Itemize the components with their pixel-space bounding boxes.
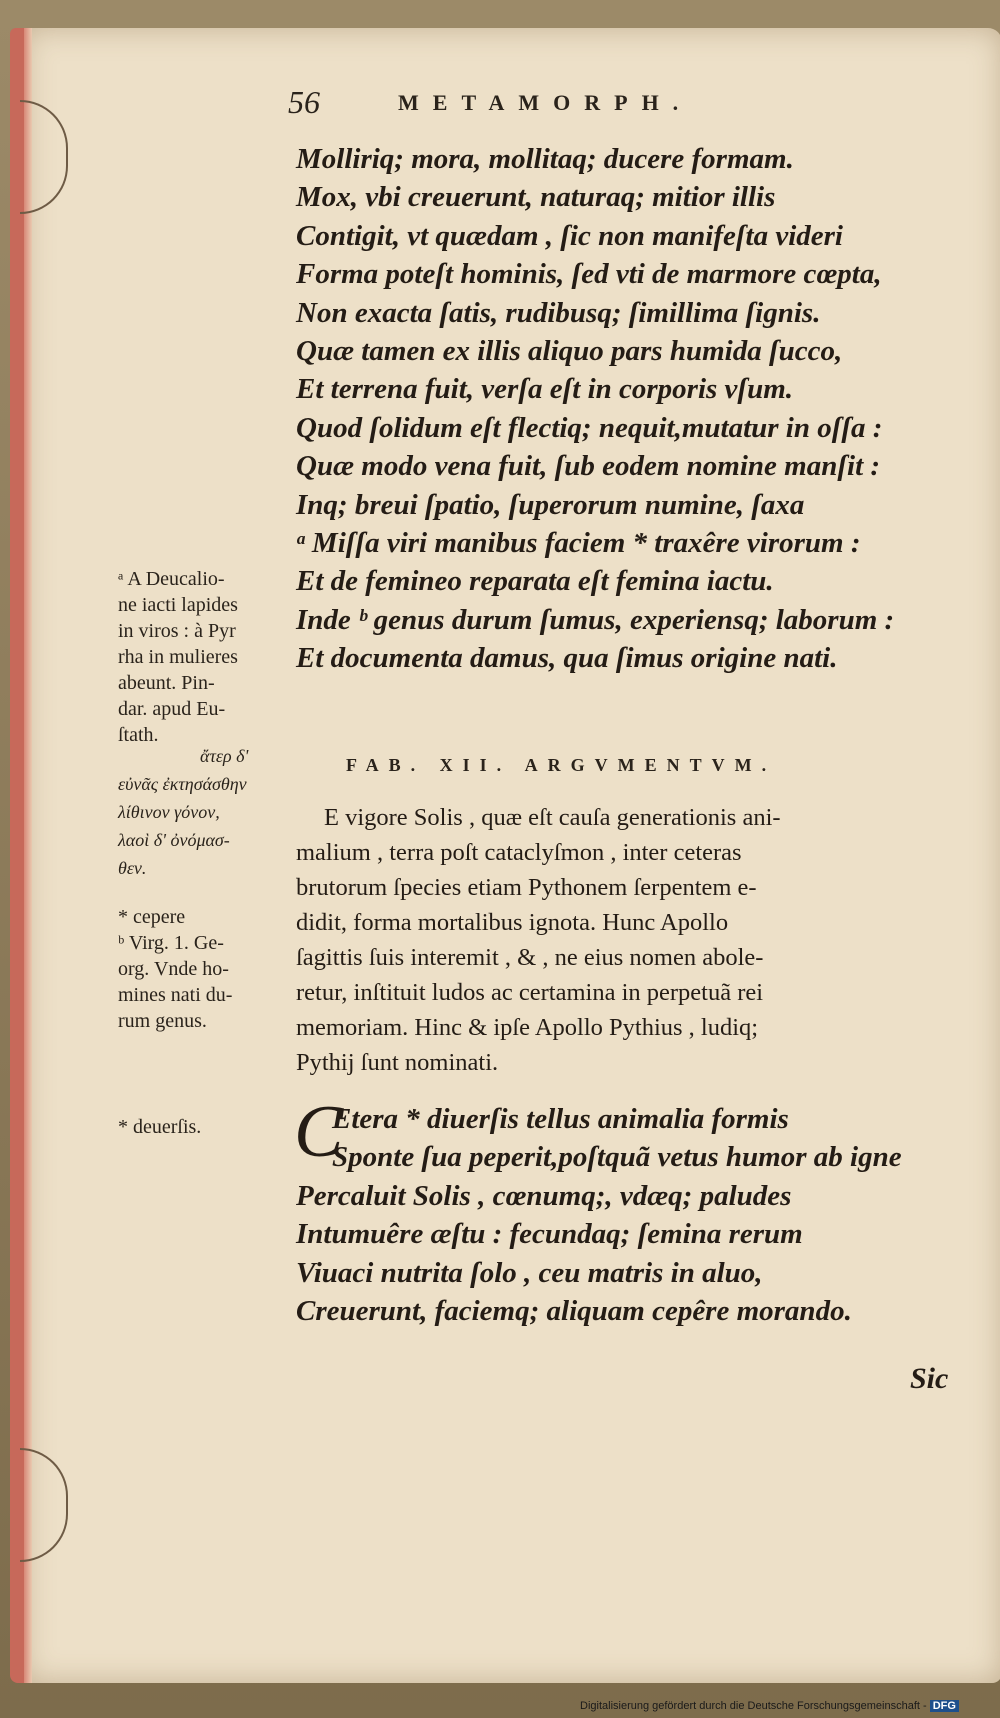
dfg-logo: DFG	[930, 1700, 959, 1712]
margin-line: org. Vnde ho-	[118, 958, 229, 980]
prose-line: brutorum ſpecies etiam Pythonem ſerpentem e-	[296, 874, 757, 901]
greek-line: λαοὶ δ' ὀνόμασ-	[118, 830, 230, 850]
prose-line: malium , terra poſt cataclyſmon , inter ceteras	[296, 839, 742, 866]
verse-block-2	[294, 1091, 956, 1330]
fable-heading: FAB. XII. ARGVMENTVM.	[346, 755, 777, 775]
running-title: METAMORPH.	[398, 90, 693, 115]
margin-line: ſtath.	[118, 724, 159, 746]
verse-line: Quod ſolidum eſt flectiq; nequit,mutatur in oſſa :	[296, 411, 883, 444]
marginal-note-a	[118, 566, 288, 748]
marginal-greek-quote	[118, 742, 288, 882]
verse-line: ᵃ Miſſa viri manibus faciem * traxêre virorum :	[296, 526, 861, 559]
verse-line: Quæ modo vena fuit, ſub eodem nomine manſit :	[296, 450, 881, 483]
page-number: 56	[288, 84, 320, 120]
margin-line: dar. apud Eu-	[118, 698, 226, 720]
verse-line: Et terrena fuit, verſa eſt in corporis vſum.	[296, 373, 794, 406]
greek-line: θεν.	[118, 858, 147, 878]
margin-line: in viros : à Pyr	[118, 620, 236, 642]
binding-ring-bottom	[20, 1448, 68, 1562]
running-header	[288, 84, 848, 124]
argument-prose	[296, 800, 950, 1080]
prose-line: E vigore Solis , quæ eſt cauſa generationis ani-	[324, 804, 781, 831]
marginal-note-b	[118, 904, 288, 1034]
verse-line: Inde ᵇ genus durum ſumus, experiensq; laborum :	[296, 603, 895, 636]
verse-line: Mox, vbi creuerunt, naturaq; mitior illis	[296, 181, 776, 214]
prose-line: memoriam. Hinc & ipſe Apollo Pythius , ludiq;	[296, 1014, 759, 1041]
greek-line: λίθινον γόνον,	[118, 802, 220, 822]
verse-line: Non exacta ſatis, rudibusq; ſimillima ſignis.	[296, 296, 821, 329]
margin-line: ᵃ A Deucalio-	[118, 568, 225, 590]
verse-line: Viuaci nutrita ſolo , ceu matris in aluo,	[296, 1256, 763, 1289]
prose-line: ſagittis ſuis interemit , & , ne eius nomen abole-	[296, 944, 764, 971]
verse-line: Contigit, vt quædam , ſic non manifeſta videri	[296, 219, 843, 252]
margin-line: rum genus.	[118, 1010, 207, 1032]
prose-line: retur, inſtituit ludos ac certamina in perpetuã rei	[296, 979, 764, 1006]
greek-line: ἄτερ δ'	[200, 746, 249, 766]
prose-line: didit, forma mortalibus ignota. Hunc Apollo	[296, 909, 729, 936]
footer-credit-text: Digitalisierung gefördert durch die Deutsche Forschungsgemeinschaft -	[580, 1700, 927, 1712]
verse-line: Inq; breui ſpatio, ſuperorum numine, ſaxa	[296, 488, 805, 521]
margin-line: mines nati du-	[118, 984, 233, 1006]
margin-line: ne iacti lapides	[118, 594, 238, 616]
verse-line: Forma poteſt hominis, ſed vti de marmore cœpta,	[296, 258, 882, 291]
margin-line: ᵇ Virg. 1. Ge-	[118, 932, 224, 954]
verse-line: Etera * diuerſis tellus animalia formis	[332, 1103, 789, 1135]
verse-line: Et documenta damus, qua ſimus origine nati.	[296, 642, 838, 675]
verse-line: Intumuêre æſtu : fecundaq; ſemina rerum	[296, 1218, 803, 1251]
verse-line: Percaluit Solis , cœnumq;, vdæq; paludes	[296, 1179, 792, 1212]
verse-block-1	[296, 140, 936, 677]
prose-line: Pythij ſunt nominati.	[296, 1049, 499, 1076]
verse-line: Creuerunt, faciemq; aliquam cepêre morando.	[296, 1294, 852, 1327]
verse-line: Et de femineo reparata eſt femina iactu.	[296, 565, 774, 598]
page-edge-red	[24, 28, 32, 1683]
verse-line: Molliriq; mora, mollitaq; ducere formam.	[296, 143, 794, 175]
margin-line: abeunt. Pin-	[118, 672, 215, 694]
margin-line: * cepere	[118, 906, 186, 928]
catchword: Sic	[910, 1362, 949, 1395]
margin-line: rha in mulieres	[118, 646, 238, 668]
verse-line: Quæ tamen ex illis aliquo pars humida ſucco,	[296, 334, 843, 367]
footer-credit	[580, 1700, 959, 1712]
drop-cap: C	[294, 1091, 344, 1173]
marginal-note-c: * deuerſis.	[118, 1116, 202, 1138]
greek-line: εὐνᾶς ἐκτησάσθην	[118, 774, 247, 794]
verse-line: Sponte ſua peperit,poſtquã vetus humor ab igne	[332, 1141, 902, 1174]
binding-ring-top	[20, 100, 68, 214]
